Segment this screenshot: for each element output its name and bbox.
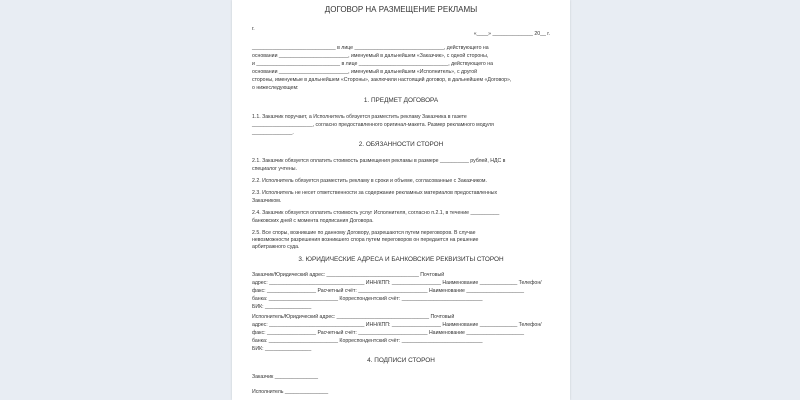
document-place: г.	[252, 26, 255, 32]
section-heading: 1. ПРЕДМЕТ ДОГОВОРА	[363, 97, 439, 104]
signature-line: Исполнитель _______________	[252, 389, 329, 395]
intro-line: основании ________________________, именуемый в дальнейшем «Исполнитель», с другой	[252, 69, 477, 75]
section-line: 2.1. Заказчик обязуется оплатить стоимость размещения рекламы в размере __________ рублей, НДС в	[252, 158, 506, 164]
section-line: 2.3. Исполнитель не несет ответственности за содержание рекламных материалов предоставленных	[252, 190, 498, 196]
requisites-line: БИК: ________________	[252, 304, 312, 310]
intro-line: _____________________________ в лице _______________________________, действующего на	[252, 45, 489, 51]
requisites-line: адрес: _________________________________ ИНН/КПП: _________________ Наименование _____________ Телефон/	[252, 322, 542, 328]
section-line: Заказчиком.	[252, 198, 282, 204]
intro-line: стороны, именуемые в дальнейшем «Стороны», заключили настоящий договор, в дальнейшем «Договор»,	[252, 77, 512, 83]
section-line: специалог учтены.	[252, 166, 297, 172]
section-line: ______________.	[252, 130, 294, 136]
requisites-line: банка: ________________________ Корреспондентский счёт: ____________________________	[252, 338, 483, 344]
intro-line: основании ________________________, именуемый в дальнейшем «Заказчик», с одной стороны,	[252, 53, 489, 59]
intro-line: и _____________________________ в лице _______________________________, действующего на	[252, 61, 493, 67]
document-date: «____» ______________ 20__ г.	[473, 31, 550, 37]
section-line: 1.1. Заказчик поручает, а Исполнитель обязуется разместить рекламу Заказчика в газете	[252, 114, 467, 120]
document-page	[232, 0, 570, 400]
section-heading: 3. ЮРИДИЧЕСКИЕ АДРЕСА И БАНКОВСКИЕ РЕКВИЗИТЫ СТОРОН	[298, 256, 504, 263]
requisites-line: банка: ________________________ Корреспондентский счёт: ____________________________	[252, 296, 483, 302]
requisites-line: БИК: ________________	[252, 346, 312, 352]
section-line: 2.5. Все споры, возникшие по данному Договору, разрешаются путем переговоров. В случае	[252, 230, 476, 236]
requisites-line: адрес: _________________________________ ИНН/КПП: _________________ Наименование _____________ Телефон/	[252, 280, 542, 286]
section-heading: 4. ПОДПИСИ СТОРОН	[367, 357, 435, 364]
section-line: арбитражного суда.	[252, 244, 300, 250]
section-line: банковских дней с момента подписания Договора.	[252, 218, 374, 224]
section-line: _____________________, согласно предоставленного оригинал-макета. Размер рекламного модуля	[252, 122, 494, 128]
section-line: 2.4. Заказчик обязуется оплатить стоимость услуг Исполнителя, согласно п.2.1, в течение __________	[252, 210, 500, 216]
requisites-line: Исполнитель/Юридический адрес: ________________________________ Почтовый	[252, 314, 455, 320]
section-line: невозможности разрешения возникшего спора путем переговоров он передается на решение	[252, 237, 479, 243]
requisites-line: факс: _________________ Расчетный счёт: ________________________ Наименование ____________________	[252, 288, 525, 294]
signature-line: Заказчик _______________	[252, 374, 319, 380]
intro-line: о нижеследующем:	[252, 85, 299, 91]
section-line: 2.2. Исполнитель обязуется разместить рекламу в сроки и объеме, согласованные с Заказчиком.	[252, 178, 487, 184]
requisites-line: Заказчик/Юридический адрес: ________________________________ Почтовый	[252, 272, 445, 278]
section-heading: 2. ОБЯЗАННОСТИ СТОРОН	[358, 141, 444, 148]
document-title: ДОГОВОР НА РАЗМЕЩЕНИЕ РЕКЛАМЫ	[324, 5, 478, 14]
requisites-line: факс: _________________ Расчетный счёт: ________________________ Наименование ____________________	[252, 330, 525, 336]
